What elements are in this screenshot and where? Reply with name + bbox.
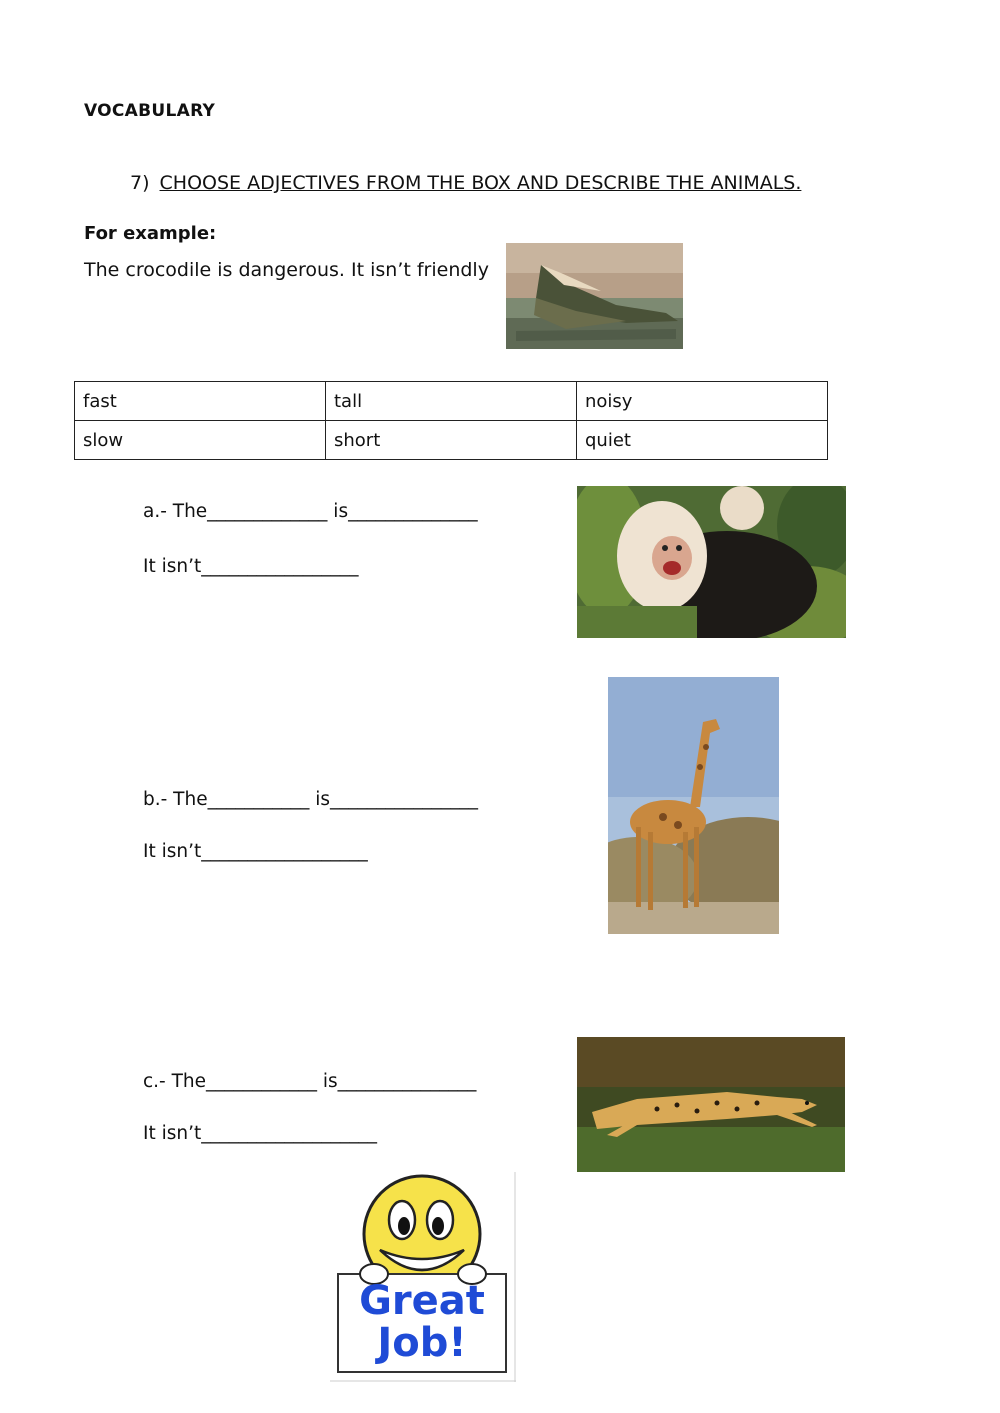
adjective-cell: slow [75,421,326,460]
adjective-cell: short [326,421,577,460]
table-row [75,382,828,421]
great-job-badge [330,1172,516,1382]
exercise-a-line1: a.- The_____________ is______________ [143,501,478,522]
giraffe-image [608,677,779,934]
badge-line1: Great [359,1278,485,1324]
example-label: For example: [84,223,217,244]
adjectives-box [74,381,828,460]
adjective-cell: fast [75,382,326,421]
adjective-cell: quiet [577,421,828,460]
exercise-a-line2: It isn’t_________________ [143,556,359,577]
adjective-cell: noisy [577,382,828,421]
crocodile-image [506,243,683,349]
instruction-text: CHOOSE ADJECTIVES FROM THE BOX AND DESCRIBE THE ANIMALS. [159,172,802,194]
exercise-instruction [130,172,801,194]
table-row [75,421,828,460]
exercise-c-line2: It isn’t___________________ [143,1123,377,1144]
page-heading: VOCABULARY [84,101,216,121]
badge-line2: Job! [377,1320,467,1366]
exercise-b-line1: b.- The___________ is________________ [143,789,478,810]
instruction-number: 7) [130,172,150,194]
exercise-c-line1: c.- The____________ is_______________ [143,1071,477,1092]
exercise-b-line2: It isn’t__________________ [143,841,368,862]
adjective-cell: tall [326,382,577,421]
cheetah-image [577,1037,845,1172]
example-sentence: The crocodile is dangerous. It isn’t friendly [84,259,489,281]
monkey-image [577,486,846,638]
